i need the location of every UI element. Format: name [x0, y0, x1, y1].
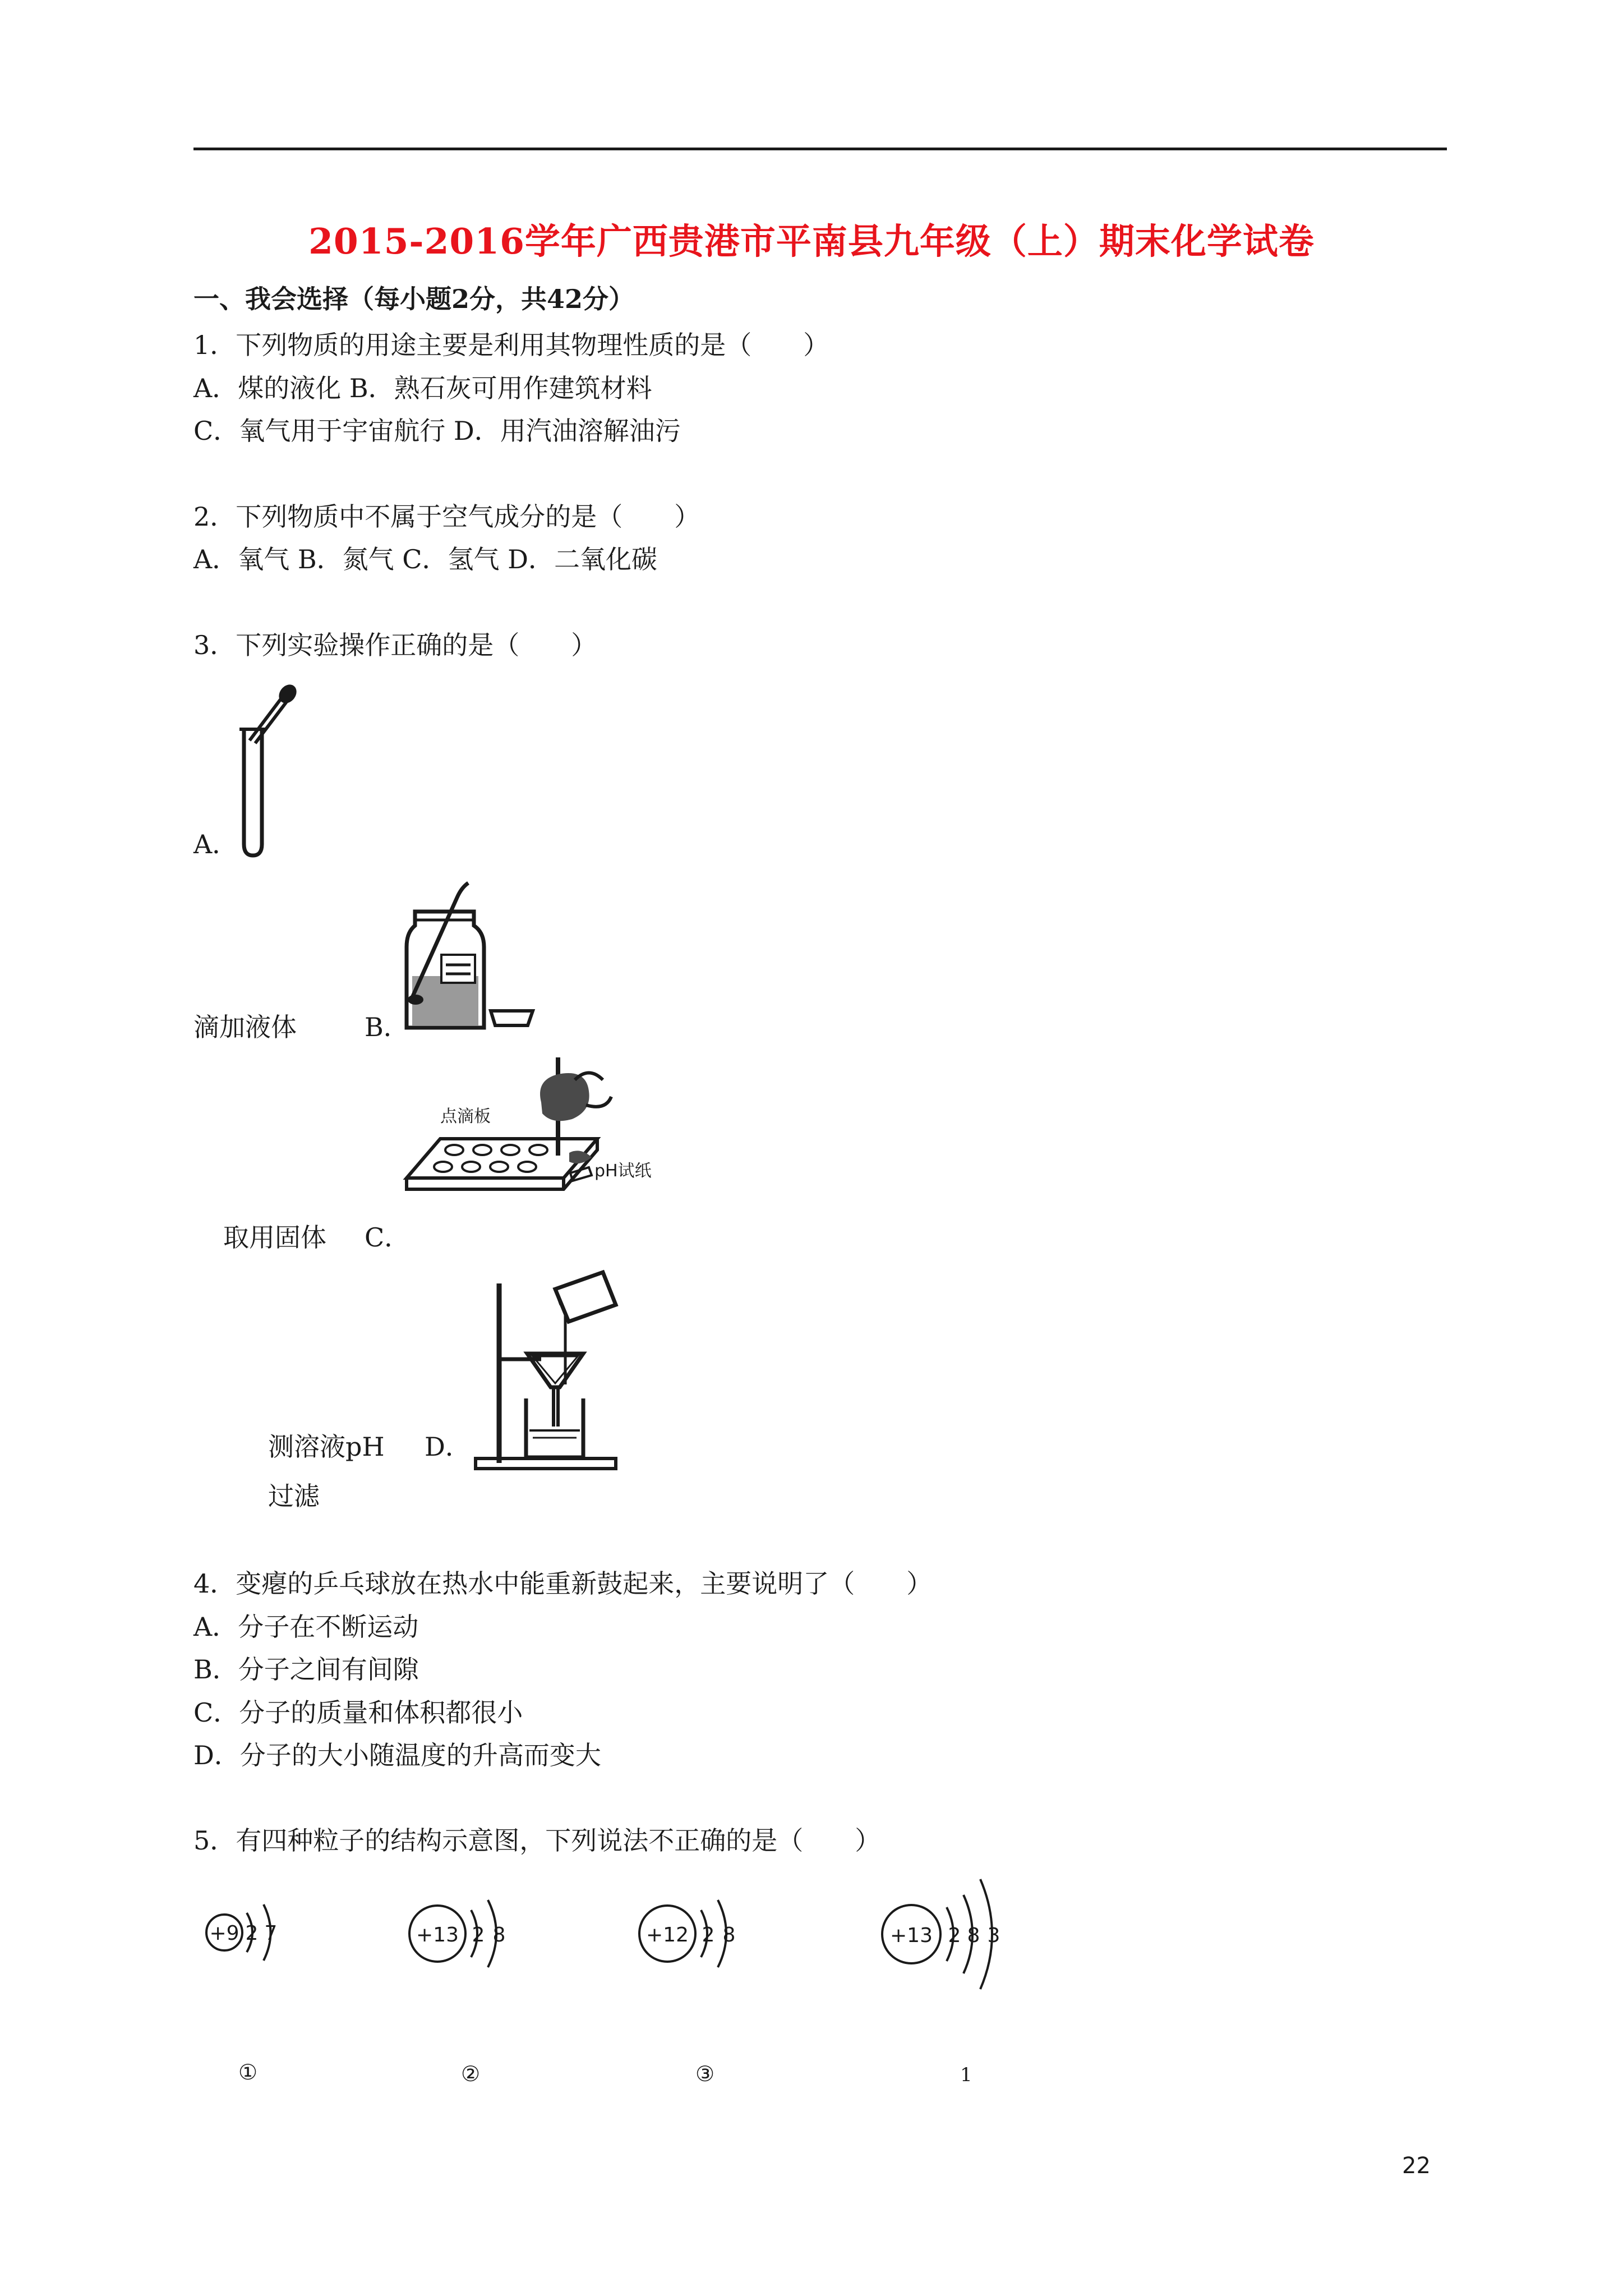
particle-4-shell-2: 8	[967, 1924, 980, 1947]
option-b-caption: 取用固体	[223, 1222, 326, 1253]
page-number: 22	[1402, 2153, 1431, 2179]
particle-1-shell-2: 7	[264, 1922, 278, 1945]
question-4-stem: 4．变瘪的乒乓球放在热水中能重新鼓起来，主要说明了（ ）	[193, 1568, 933, 1599]
question-1-stem: 1．下列物质的用途主要是利用其物理性质的是（ ）	[193, 330, 829, 360]
exam-title: 2015-2016学年广西贵港市平南县九年级（上）期末化学试卷	[308, 220, 1315, 262]
question-4-option-d: D．分子的大小随温度的升高而变大	[193, 1740, 601, 1770]
particle-1-nucleus: +9	[209, 1922, 239, 1945]
particle-diagram-3	[628, 1888, 774, 1989]
reagent-jar-image	[401, 881, 541, 1041]
particle-2-nucleus: +13	[416, 1924, 459, 1947]
question-4-option-a: A．分子在不断运动	[193, 1612, 419, 1642]
particle-2-label: ②	[461, 2062, 481, 2086]
particle-4-shell-3: 3	[987, 1924, 1000, 1947]
filtration-apparatus-image	[471, 1272, 628, 1474]
particle-4-shell-1: 2	[948, 1924, 961, 1947]
particle-3-shell-2: 8	[722, 1924, 736, 1947]
particle-diagram-4	[869, 1874, 1049, 2003]
question-3-stem: 3．下列实验操作正确的是（ ）	[193, 630, 597, 660]
question-2-options: A．氧气 B．氮气 C．氢气 D．二氧化碳	[193, 544, 657, 574]
option-c-letter: C．	[365, 1222, 411, 1253]
section-heading: 一、我会选择（每小题2分，共42分）	[193, 284, 635, 314]
particle-1-label: ①	[238, 2060, 258, 2085]
particle-3-label: ③	[695, 2062, 715, 2086]
question-1-options-line-1: A．煤的液化 B．熟石灰可用作建筑材料	[193, 373, 652, 403]
particle-diagram-1	[193, 1890, 317, 1986]
spot-plate-ph-image	[395, 1057, 652, 1243]
question-5-stem: 5．有四种粒子的结构示意图，下列说法不正确的是（ ）	[193, 1825, 881, 1856]
option-d-caption: 过滤	[268, 1481, 320, 1511]
ph-paper-label: pH试纸	[594, 1161, 652, 1181]
particle-2-shell-1: 2	[472, 1924, 485, 1947]
question-4-option-c: C．分子的质量和体积都很小	[193, 1697, 523, 1728]
particle-4-label: 1	[960, 2064, 972, 2086]
question-4-option-b: B．分子之间有间隙	[193, 1654, 419, 1685]
question-2-stem: 2．下列物质中不属于空气成分的是（ ）	[193, 501, 700, 532]
option-d-letter: D．	[425, 1432, 471, 1462]
spot-plate-label: 点滴板	[440, 1107, 491, 1126]
particle-3-shell-1: 2	[702, 1924, 715, 1947]
option-b-letter: B．	[365, 1012, 409, 1042]
particle-4-nucleus: +13	[890, 1924, 933, 1947]
particle-3-nucleus: +12	[646, 1924, 689, 1947]
option-c-caption: 测溶液pH	[268, 1432, 385, 1462]
option-a-letter: A．	[193, 829, 238, 859]
question-1-options-line-2: C．氧气用于宇宙航行 D．用汽油溶解油污	[193, 416, 681, 446]
header-rule	[193, 148, 1447, 150]
particle-1-shell-1: 2	[245, 1922, 259, 1945]
option-a-caption: 滴加液体	[193, 1012, 297, 1042]
particle-2-shell-2: 8	[492, 1924, 506, 1947]
dropper-test-tube-image	[233, 682, 300, 861]
particle-diagram-2	[398, 1888, 544, 1989]
